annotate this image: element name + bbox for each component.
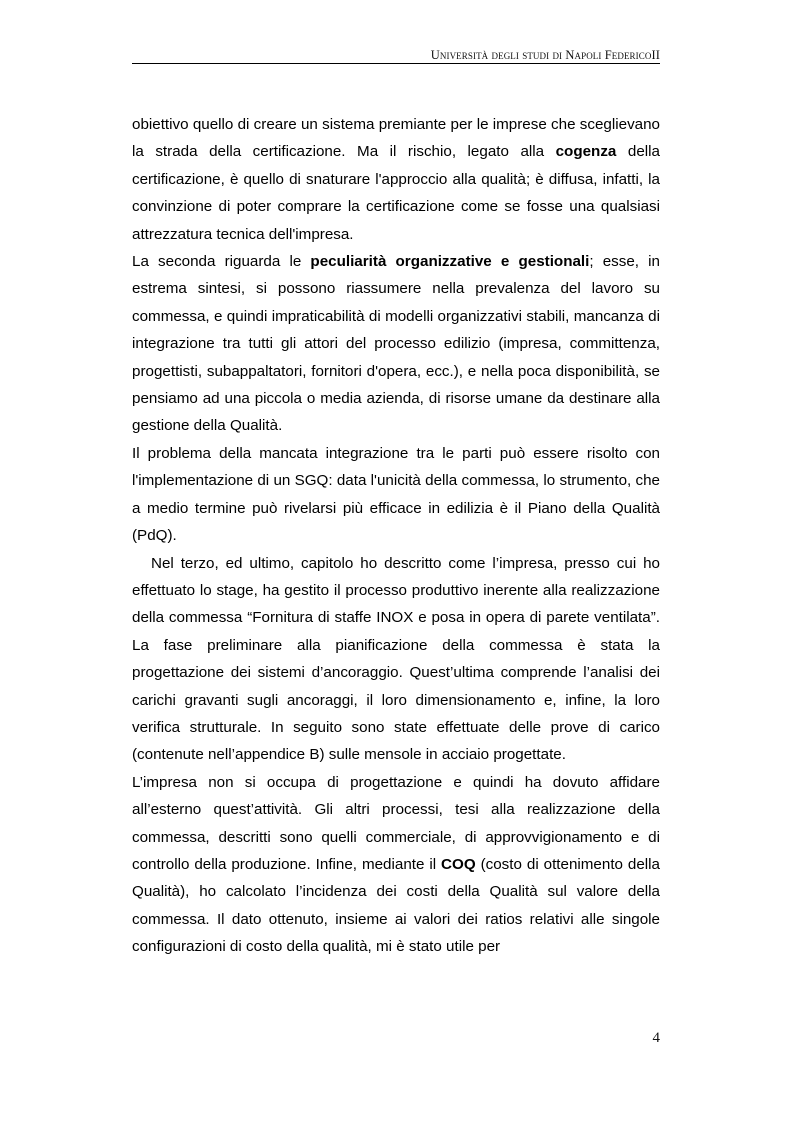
bold-term-coq: COQ [441, 855, 476, 873]
bold-term-peculiarita: peculiarità organizzative e gestionali [310, 253, 590, 271]
paragraph-3: Il problema della mancata integrazione tra le parti può essere risolto con l'implementazione di un SGQ: data l'unicità della commessa, lo strumento, che a medio termine può rivelarsi più efficace in edilizia è il Piano della Qualità (PdQ). [132, 444, 660, 545]
body-text [132, 111, 660, 961]
header-rule [132, 63, 660, 64]
paragraph-2-text-a: La seconda riguarda le [132, 253, 311, 271]
running-header: Università degli studi di Napoli FedericoII [430, 48, 660, 62]
paragraph-5-text-b: (costo di ottenimento della Qualità), ho calcolato l’incidenza dei costi della Qualità sul valore della commessa. Il dato ottenuto, insieme ai valori dei ratios relativi alle singole configurazioni di costo della qualità, mi è stato utile per [132, 855, 661, 956]
paragraph-1 [132, 111, 660, 248]
paragraph-1-text-a: obiettivo quello di creare un sistema premiante per le imprese che sceglievano la strada della certificazione. Ma il rischio, legato alla [132, 116, 660, 161]
paragraph-1-text-b: della certificazione, è quello di snaturare l'approccio alla qualità; è diffusa, infatti, la convinzione di poter comprare la certificazione come se fosse una qualsiasi attrezzatura tecnica dell'impresa. [132, 143, 660, 243]
paragraph-2 [132, 248, 660, 440]
paragraph-5 [132, 769, 660, 961]
bold-term-cogenza: cogenza [555, 143, 617, 161]
page-number: 4 [652, 1030, 660, 1046]
paragraph-4: Nel terzo, ed ultimo, capitolo ho descritto come l’impresa, presso cui ho effettuato lo stage, ha gestito il processo produttivo inerente alla realizzazione della commessa “Fornitura di staffe INOX e posa in opera di parete ventilata”. La fase preliminare alla pianificazione della commessa è stata la progettazione dei sistemi d’ancoraggio. Quest’ultima comprende l’analisi dei carichi gravanti sugli ancoraggi, il loro dimensionamento e, infine, la loro verifica strutturale. In seguito sono state effettuate delle prove di carico (contenute nell’appendice B) sulle mensole in acciaio progettate. [132, 554, 660, 764]
paragraph-2-text-b: ; esse, in estrema sintesi, si possono riassumere nella prevalenza del lavoro su commessa, e quindi impraticabilità di modelli organizzativi stabili, mancanza di integrazione tra tutti gli attori del processo edilizio (impresa, committenza, progettisti, subappaltatori, fornitori d'opera, ecc.), e nella poca disponibilità, se pensiamo ad una piccola o media azienda, di risorse umane da destinare alla gestione della Qualità. [132, 253, 660, 435]
paragraph-5-text-a: L’impresa non si occupa di progettazione e quindi ha dovuto affidare all’esterno quest’attività. Gli altri processi, tesi alla realizzazione della commessa, descritti sono quelli commerciale, di approvvigionamento e di controllo della produzione. Infine, mediante il [132, 773, 660, 873]
